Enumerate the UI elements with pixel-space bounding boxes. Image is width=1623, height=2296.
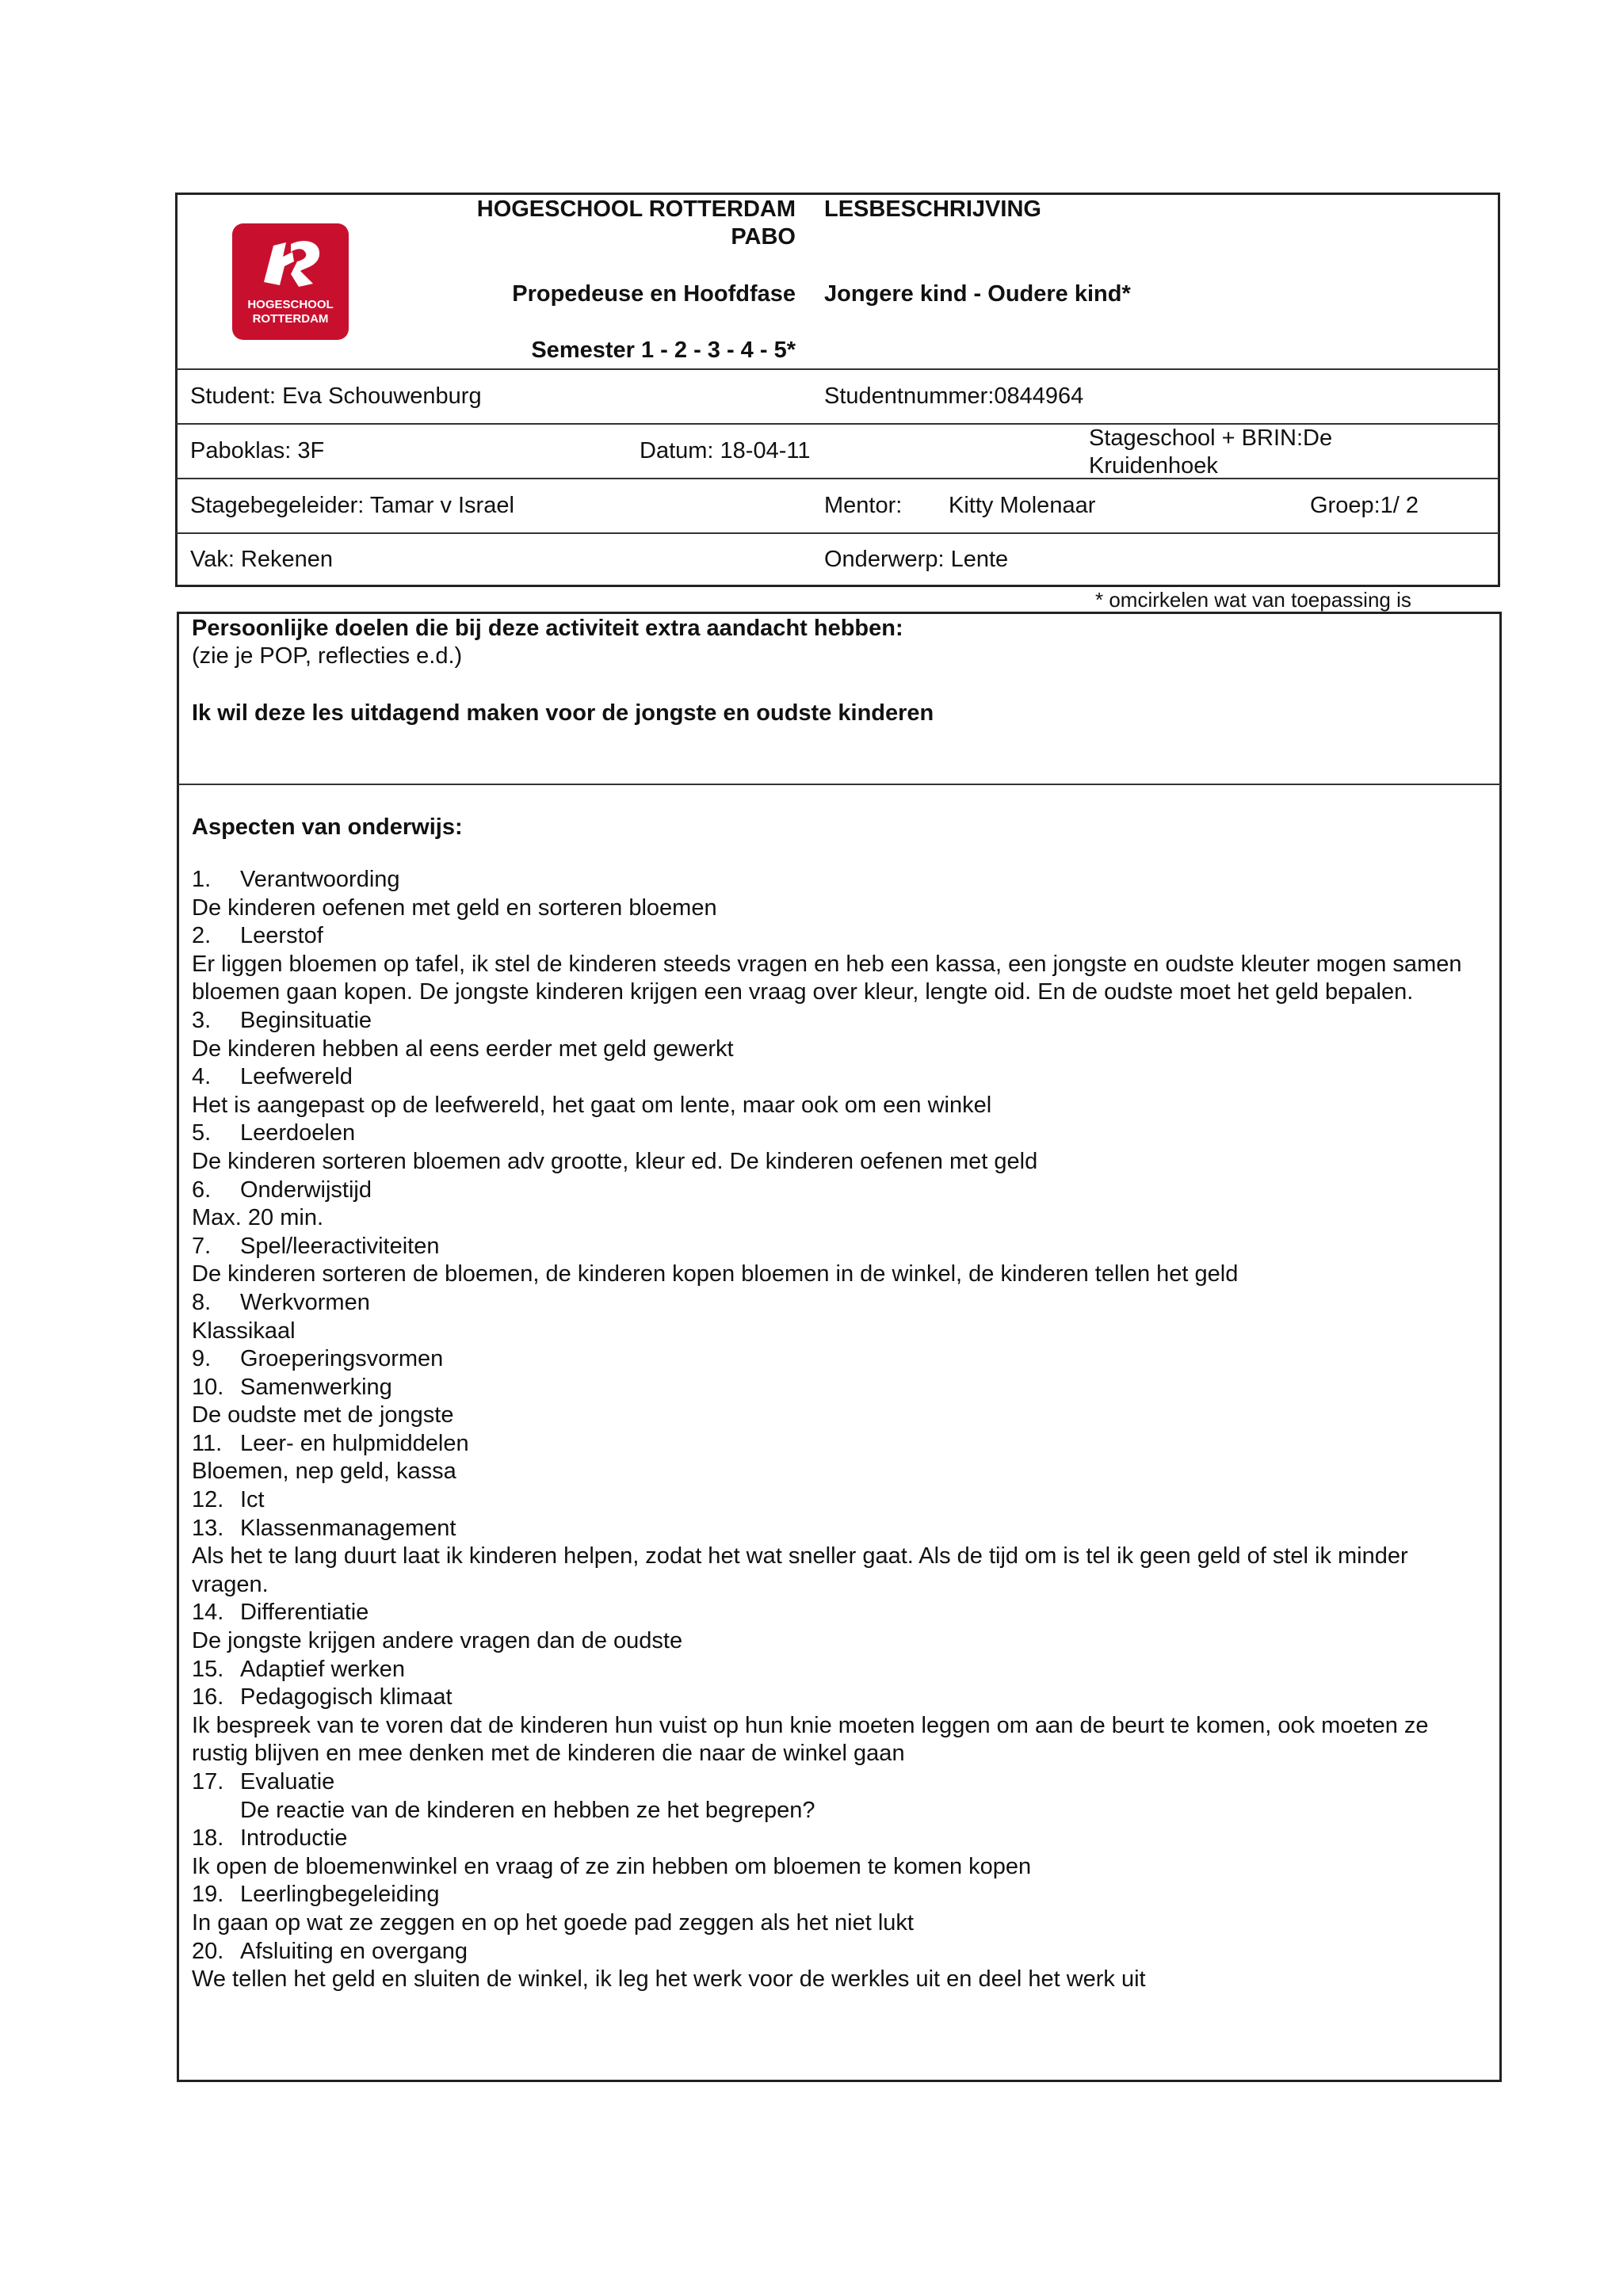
logo-text-line2: ROTTERDAM <box>252 312 329 326</box>
aspects-list <box>192 866 1484 1994</box>
aspect-text: De oudste met de jongste <box>192 1402 454 1428</box>
aspect-text: De kinderen sorteren bloemen adv grootte, kleur ed. De kinderen oefenen met geld <box>192 1148 1038 1174</box>
school-logo <box>232 223 349 340</box>
semester-label: Semester 1 - 2 - 3 - 4 - 5* <box>531 338 796 363</box>
aspect-title-text: Leefwereld <box>240 1064 353 1090</box>
phase-label: Propedeuse en Hoofdfase <box>512 281 796 307</box>
row-divider <box>176 532 1499 534</box>
aspect-text: Max. 20 min. <box>192 1205 323 1231</box>
date-label: Datum: 18-04-11 <box>640 438 811 463</box>
aspect-number: 20. <box>192 1938 224 1964</box>
aspect-number: 17. <box>192 1769 224 1794</box>
aspect-text: Als het te lang duurt laat ik kinderen helpen, zodat het wat sneller gaat. Als de tijd om is tel ik geen geld of stel ik minder vragen. <box>192 1543 1408 1597</box>
aspect-number: 11. <box>192 1430 223 1456</box>
aspect-title-text: Verantwoording <box>240 867 400 892</box>
aspect-title <box>192 1768 1484 1797</box>
topic-label: Onderwerp: Lente <box>824 547 1009 572</box>
personal-goals-subheading: (zie je POP, reflecties e.d.) <box>192 643 463 669</box>
aspect-text: We tellen het geld en sluiten de winkel, ik leg het werk voor de werkles uit en deel het werk uit <box>192 1966 1146 1993</box>
school-name: HOGESCHOOL ROTTERDAM <box>476 196 796 222</box>
aspect-number: 16. <box>192 1684 224 1711</box>
aspect-text: Bloemen, nep geld, kassa <box>192 1459 456 1485</box>
aspect-title-text: Leerstof <box>240 923 323 949</box>
aspect-title <box>192 1599 1484 1627</box>
internship-school-line1: Stageschool + BRIN:De <box>1089 425 1333 451</box>
age-group: Jongere kind - Oudere kind* <box>824 281 1131 307</box>
aspect-title <box>192 922 1484 951</box>
aspect-title-text: Leerdoelen <box>240 1120 356 1146</box>
logo-text-line1: HOGESCHOOL <box>247 298 334 311</box>
personal-goal: Ik wil deze les uitdagend maken voor de jongste en oudste kinderen <box>192 700 934 726</box>
aspect-text: De jongste krijgen andere vragen dan de oudste <box>192 1628 683 1654</box>
aspect-text: Het is aangepast op de leefwereld, het gaat om lente, maar ook om een winkel <box>192 1092 992 1118</box>
aspect-text: De reactie van de kinderen en hebben ze het begrepen? <box>240 1797 815 1823</box>
group-label: Groep:1/ 2 <box>1310 493 1419 518</box>
aspect-title <box>192 1684 1484 1712</box>
aspect-title <box>192 866 1484 894</box>
aspect-title <box>192 1289 1484 1318</box>
aspect-title-text: Werkvormen <box>240 1289 370 1315</box>
aspect-text: Ik open de bloemenwinkel en vraag of ze zin hebben om bloemen te komen kopen <box>192 1853 1032 1879</box>
aspect-number: 18. <box>192 1825 224 1852</box>
aspect-number: 2. <box>192 923 212 949</box>
aspect-text: De kinderen sorteren de bloemen, de kinderen kopen bloemen in de winkel, de kinderen tellen het geld <box>192 1261 1239 1287</box>
aspect-number: 5. <box>192 1120 212 1146</box>
footnote: * omcirkelen wat van toepassing is <box>1095 588 1411 612</box>
aspect-number: 19. <box>192 1882 224 1908</box>
aspect-title-text: Pedagogisch klimaat <box>240 1684 453 1711</box>
aspect-title-text: Evaluatie <box>240 1769 335 1794</box>
aspect-title-text: Onderwijstijd <box>240 1177 372 1203</box>
aspect-title <box>192 1007 1484 1035</box>
aspect-title-text: Introductie <box>240 1825 348 1852</box>
aspect-title <box>192 1825 1484 1853</box>
aspect-title-text: Samenwerking <box>240 1374 392 1400</box>
aspect-text: Ik bespreek van te voren dat de kinderen hun vuist op hun knie moeten leggen om aan de beurt te komen, ook moeten ze rustig blijven en mee denken met de kinderen die naar de winkel gaan <box>192 1712 1429 1767</box>
aspect-title <box>192 1119 1484 1148</box>
aspect-text: Klassikaal <box>192 1318 296 1344</box>
aspect-number: 15. <box>192 1656 224 1682</box>
mentor-name: Kitty Molenaar <box>949 493 1096 518</box>
subject-label: Vak: Rekenen <box>190 547 334 572</box>
aspect-number: 12. <box>192 1487 224 1513</box>
aspect-number: 10. <box>192 1374 224 1400</box>
aspect-number: 13. <box>192 1515 224 1541</box>
aspect-title-text: Ict <box>240 1487 265 1513</box>
row-divider <box>176 478 1499 479</box>
aspect-title <box>192 1515 1484 1543</box>
aspect-title-text: Afsluiting en overgang <box>240 1938 468 1964</box>
aspect-title-text: Adaptief werken <box>240 1656 405 1682</box>
aspect-number: 4. <box>192 1064 212 1090</box>
aspect-number: 14. <box>192 1600 224 1626</box>
aspect-title-text: Beginsituatie <box>240 1007 372 1033</box>
aspect-title-text: Spel/leeractiviteiten <box>240 1233 440 1259</box>
aspect-number: 6. <box>192 1177 212 1203</box>
program-name: PABO <box>731 224 796 250</box>
supervisor-label: Stagebegeleider: Tamar v Israel <box>190 493 514 518</box>
aspect-title <box>192 1938 1484 1966</box>
aspect-title <box>192 1345 1484 1374</box>
mentor-label: Mentor: <box>824 493 903 518</box>
aspect-title-text: Leer- en hulpmiddelen <box>240 1430 469 1456</box>
aspect-number: 3. <box>192 1007 212 1033</box>
aspects-heading: Aspecten van onderwijs: <box>192 814 463 840</box>
aspect-title <box>192 1374 1484 1402</box>
aspect-title <box>192 1063 1484 1092</box>
aspect-number: 7. <box>192 1233 212 1259</box>
aspect-title-text: Groeperingsvormen <box>240 1346 444 1372</box>
aspect-text: De kinderen hebben al eens eerder met geld gewerkt <box>192 1035 734 1062</box>
logo-mark-icon <box>256 235 325 292</box>
aspect-title-text: Leerlingbegeleiding <box>240 1882 440 1908</box>
aspect-title-text: Differentiatie <box>240 1600 369 1626</box>
aspect-title <box>192 1233 1484 1261</box>
internship-school-line2: Kruidenhoek <box>1089 453 1218 479</box>
aspect-number: 9. <box>192 1346 212 1372</box>
aspect-title <box>192 1881 1484 1909</box>
aspect-title <box>192 1430 1484 1459</box>
aspect-title <box>192 1486 1484 1515</box>
aspect-number: 1. <box>192 867 212 892</box>
personal-goals-heading: Persoonlijke doelen die bij deze activiteit extra aandacht hebben: <box>192 616 903 641</box>
aspect-text: In gaan op wat ze zeggen en op het goede pad zeggen als het niet lukt <box>192 1909 914 1936</box>
aspect-title <box>192 1656 1484 1684</box>
aspect-text: Er liggen bloemen op tafel, ik stel de kinderen steeds vragen en heb een kassa, een jongste en oudste kleuter mogen samen bloemen gaan kopen. De jongste kinderen krijgen een vraag over kleur, lengte oid. En de oudste moet het geld bepalen. <box>192 951 1462 1005</box>
aspect-text: De kinderen oefenen met geld en sorteren bloemen <box>192 894 717 921</box>
student-name: Student: Eva Schouwenburg <box>190 383 482 409</box>
class-label: Paboklas: 3F <box>190 438 325 463</box>
section-divider <box>178 784 1501 785</box>
aspect-number: 8. <box>192 1289 212 1315</box>
aspect-title <box>192 1177 1484 1205</box>
document-type: LESBESCHRIJVING <box>824 196 1041 222</box>
aspect-title-text: Klassenmanagement <box>240 1515 456 1541</box>
student-number: Studentnummer:0844964 <box>824 383 1084 409</box>
row-divider <box>176 368 1499 370</box>
